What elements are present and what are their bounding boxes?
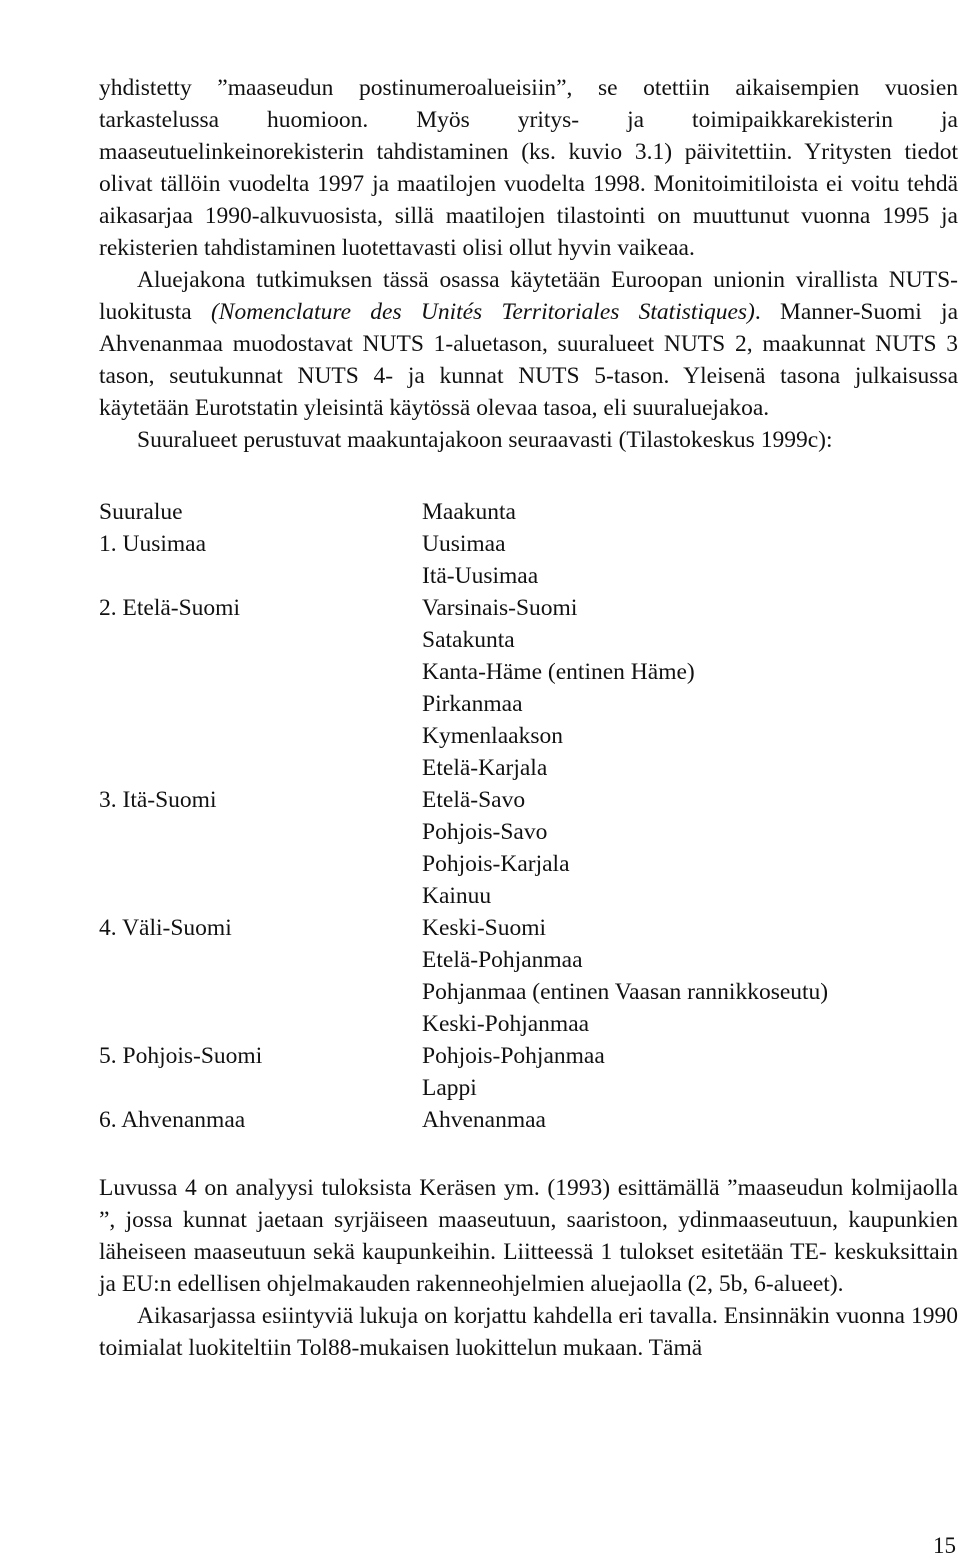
province-cell: Lappi — [422, 1075, 477, 1101]
region-cell: 6. Ahvenanmaa — [99, 1107, 246, 1133]
table-row — [99, 1040, 958, 1072]
province-cell: Pirkanmaa — [422, 691, 523, 717]
province-cell: Pohjanmaa (entinen Vaasan rannikkoseutu) — [422, 979, 829, 1005]
region-cell — [99, 560, 422, 592]
table-row — [99, 848, 958, 880]
table-row — [99, 912, 958, 944]
table-row — [99, 688, 958, 720]
table-row — [99, 976, 958, 1008]
document-page — [99, 72, 958, 1364]
region-table — [99, 496, 958, 1136]
paragraph-aluejako-start: Aluejakona tutkimuksen tässä osassa käytetään Euroopan unionin virallista NUTS-luokitusta — [99, 267, 958, 325]
table-row — [99, 816, 958, 848]
province-cell: Kanta-Häme (entinen Häme) — [422, 659, 695, 685]
province-cell: Etelä-Savo — [422, 787, 526, 813]
region-table-header-row — [99, 496, 958, 528]
nuts-full-name: (Nomenclature des Unités Territoriales Statistiques) — [210, 299, 755, 325]
province-cell: Pohjois-Savo — [422, 819, 548, 845]
region-cell — [99, 976, 422, 1008]
table-row — [99, 1008, 958, 1040]
header-maakunta: Maakunta — [422, 499, 516, 525]
table-row — [99, 560, 958, 592]
province-cell: Pohjois-Pohjanmaa — [422, 1043, 605, 1069]
table-row — [99, 656, 958, 688]
region-cell — [99, 944, 422, 976]
region-cell — [99, 816, 422, 848]
region-cell — [99, 752, 422, 784]
paragraph-aluejako — [99, 264, 958, 424]
table-row — [99, 1104, 958, 1136]
province-cell: Keski-Pohjanmaa — [422, 1011, 590, 1037]
table-row — [99, 944, 958, 976]
header-suuralue: Suuralue — [99, 499, 183, 525]
paragraph-aluejako-end: . Manner-Suomi ja Ahvenanmaa muodostavat NUTS 1-aluetason, suuralueet NUTS 2, maakunnat NUTS 3 tason, seutukunnat NUTS 4- ja kunnat NUTS 5-tason. Yleisenä tasona julkaisussa käytetään Eurotstatin yleisintä käytössä olevaa tasoa, eli suuraluejakoa. — [99, 299, 958, 421]
region-cell — [99, 688, 422, 720]
table-row — [99, 1072, 958, 1104]
page-number: 15 — [933, 1533, 956, 1558]
province-cell: Etelä-Karjala — [422, 755, 548, 781]
table-row — [99, 752, 958, 784]
province-cell: Uusimaa — [422, 531, 506, 557]
province-cell: Kainuu — [422, 883, 492, 909]
paragraph-suuralueet-intro: Suuralueet perustuvat maakuntajakoon seuraavasti (Tilastokeskus 1999c): — [137, 427, 833, 453]
paragraph-kolmijako: Luvussa 4 on analyysi tuloksista Keräsen ym. (1993) esittämällä ”maaseudun kolmijaolla ”, jossa kunnat jaetaan syrjäiseen maaseutuun, saaristoon, ydinmaaseutuun, kaupunkien läheiseen maaseutuun sekä kaupunkeihin. Liitteessä 1 tulokset esitetään TE- keskuksittain ja EU:n edellisen ohjelmakauden rakenneohjelmien aluejaolla (2, 5b, 6-alueet). — [99, 1175, 958, 1297]
province-cell: Satakunta — [422, 627, 515, 653]
region-cell: 2. Etelä-Suomi — [99, 595, 240, 621]
province-cell: Ahvenanmaa — [422, 1107, 546, 1133]
region-cell: 3. Itä-Suomi — [99, 787, 217, 813]
province-cell: Varsinais-Suomi — [422, 595, 578, 621]
region-cell: 4. Väli-Suomi — [99, 915, 232, 941]
region-cell: 5. Pohjois-Suomi — [99, 1043, 263, 1069]
region-cell — [99, 1072, 422, 1104]
paragraph-aikasarja: Aikasarjassa esiintyviä lukuja on korjattu kahdella eri tavalla. Ensinnäkin vuonna 1990 toimialat luokiteltiin Tol88-mukaisen luokittelun mukaan. Tämä — [99, 1303, 958, 1361]
region-cell — [99, 720, 422, 752]
province-cell: Etelä-Pohjanmaa — [422, 947, 583, 973]
paragraph-rekisterit: yhdistetty ”maaseudun postinumeroalueisiin”, se otettiin aikaisempien vuosien tarkastelussa huomioon. Myös yritys- ja toimipaikkarekisterin ja maaseutuelinkeinorekisterin tahdistaminen (ks. kuvio 3.1) päivitettiin. Yritysten tiedot olivat tällöin vuodelta 1997 ja maatilojen vuodelta 1998. Monitoimitiloista ei voitu tehdä aikasarjaa 1990-alkuvuosista, sillä maatilojen tilastointi on muuttunut vuonna 1995 ja rekisterien tahdistaminen luotettavasti olisi ollut hyvin vaikeaa. — [99, 75, 958, 261]
table-row — [99, 528, 958, 560]
region-cell — [99, 1008, 422, 1040]
table-row — [99, 784, 958, 816]
region-cell — [99, 624, 422, 656]
province-cell: Kymenlaakson — [422, 723, 563, 749]
region-cell — [99, 880, 422, 912]
region-cell — [99, 656, 422, 688]
table-row — [99, 624, 958, 656]
province-cell: Pohjois-Karjala — [422, 851, 570, 877]
table-row — [99, 592, 958, 624]
province-cell: Itä-Uusimaa — [422, 563, 539, 589]
province-cell: Keski-Suomi — [422, 915, 547, 941]
region-cell: 1. Uusimaa — [99, 531, 207, 557]
region-cell — [99, 848, 422, 880]
table-row — [99, 880, 958, 912]
table-row — [99, 720, 958, 752]
